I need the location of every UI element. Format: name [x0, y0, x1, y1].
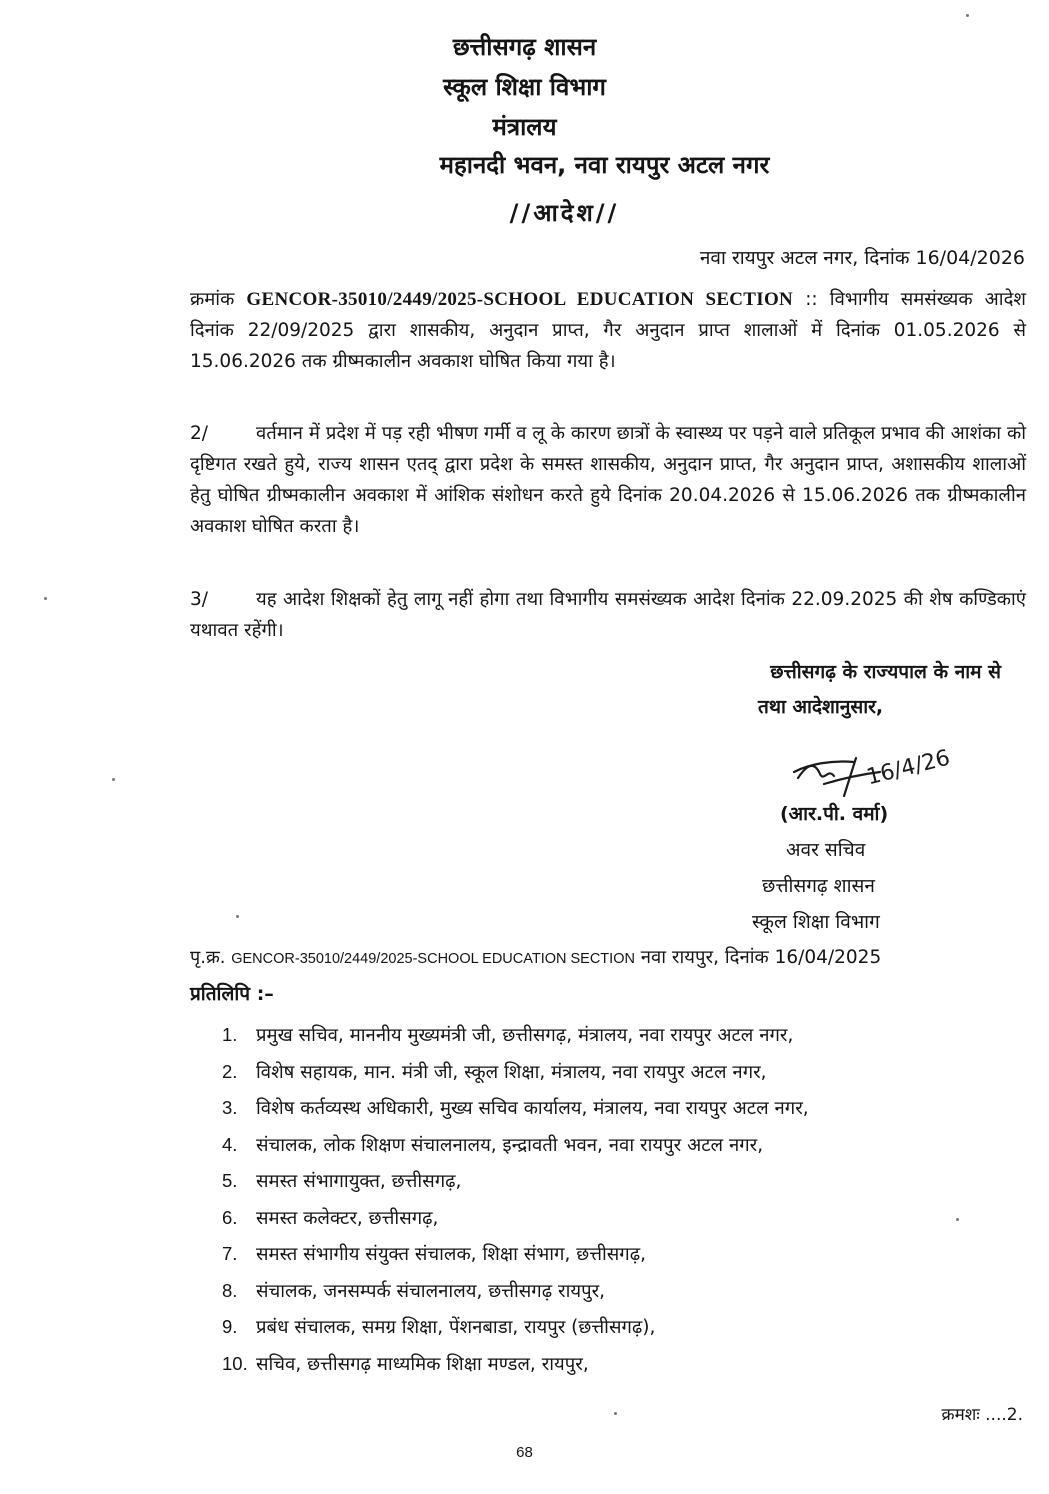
signatory-office-2: स्कूल शिक्षा विभाग — [752, 911, 880, 933]
header-ministry: मंत्रालय — [492, 113, 557, 141]
list-item — [222, 1095, 809, 1120]
list-item-text: संचालक, लोक शिक्षण संचालनालय, इन्द्रावती भवन, नवा रायपुर अटल नगर, — [256, 1134, 764, 1156]
list-item-text: प्रबंध संचालक, समग्र शिक्षा, पेंशनबाडा, रायपुर (छत्तीसगढ़), — [256, 1317, 656, 1338]
list-item-number: 10. — [222, 1352, 248, 1374]
list-item-text: संचालक, जनसम्पर्क संचालनालय, छत्तीसगढ़ रायपुर, — [256, 1280, 606, 1302]
list-item — [222, 1132, 763, 1157]
scan-speck — [112, 778, 115, 781]
list-item — [222, 1059, 767, 1084]
list-item-number: 3. — [222, 1097, 238, 1118]
list-item-text: सचिव, छत्तीसगढ़ माध्यमिक शिक्षा मण्डल, रायपुर, — [256, 1353, 589, 1375]
list-item — [222, 1241, 646, 1266]
continued-note: क्रमशः ....2. — [941, 1405, 1023, 1425]
order-number: GENCOR-35010/2449/2025-SCHOOL EDUCATION SECTION — [246, 289, 794, 310]
paragraph-1 — [190, 284, 1026, 377]
list-item-number: 7. — [222, 1243, 238, 1264]
paragraph-2-text: वर्तमान में प्रदेश में पड़ रही भीषण गर्मी व लू के कारण छात्रों के स्वास्थ्य पर पड़ने वाले प्रतिकूल प्रभाव की आशंका को दृष्टिगत रखते हुये, राज्य शासन एतद् द्वारा प्रदेश के समस्त शासकीय, अनुदान प्राप्त, गैर अनुदान प्राप्त, अशासकीय शालाओं हेतु घोषित ग्रीष्मकालीन अवकाश में आंशिक संशोधन करते हुये दिनांक 20.04.2026 से 15.06.2026 तक ग्रीष्मकालीन अवकाश घोषित करता है। — [190, 423, 1026, 537]
header-department: स्कूल शिक्षा विभाग — [443, 73, 606, 101]
header-address: महानदी भवन, नवा रायपुर अटल नगर — [439, 151, 770, 179]
paragraph-1-text: :: विभागीय समसंख्यक आदेश दिनांक 22/09/2025 द्वारा शासकीय, अनुदान प्राप्त, गैर अनुदान प्राप्त शालाओं में दिनांक 01.05.2026 से 15.06.2026 तक ग्रीष्मकालीन अवकाश घोषित किया गया है। — [190, 289, 1026, 372]
paragraph-3-text: यह आदेश शिक्षकों हेतु लागू नहीं होगा तथा विभागीय समसंख्यक आदेश दिनांक 22.09.2025 की शेष कण्डिकाएं यथावत रहेंगी। — [190, 589, 1026, 641]
page-number: 68 — [516, 1444, 533, 1461]
paragraph-2-number: 2/ — [190, 423, 209, 444]
list-item-text: समस्त संभागीय संयुक्त संचालक, शिक्षा संभाग, छत्तीसगढ़, — [256, 1244, 646, 1265]
scan-speck — [44, 597, 47, 600]
scan-speck — [236, 915, 239, 918]
governor-line-2: तथा आदेशानुसार, — [758, 696, 884, 718]
list-item — [222, 1278, 605, 1303]
list-item-text: प्रमुख सचिव, माननीय मुख्यमंत्री जी, छत्तीसगढ़, मंत्रालय, नवा रायपुर अटल नगर, — [256, 1025, 794, 1046]
scan-speck — [614, 1412, 617, 1415]
endorsement-line — [190, 944, 881, 969]
list-item-text: विशेष सहायक, मान. मंत्री जी, स्कूल शिक्षा, मंत्रालय, नवा रायपुर अटल नगर, — [256, 1061, 767, 1083]
scan-speck — [956, 1218, 959, 1221]
list-item-number: 2. — [222, 1060, 238, 1082]
paragraph-3 — [190, 584, 1026, 646]
list-item — [222, 1168, 461, 1193]
list-item-text: समस्त कलेक्टर, छत्तीसगढ़, — [256, 1207, 439, 1229]
signature — [784, 738, 954, 802]
paragraph-3-number: 3/ — [190, 589, 209, 610]
list-item — [222, 1205, 438, 1230]
endorsement-prefix: पृ.क्र. — [190, 947, 226, 968]
list-item-text: विशेष कर्तव्यस्थ अधिकारी, मुख्य सचिव कार्यालय, मंत्रालय, नवा रायपुर अटल नगर, — [256, 1098, 809, 1119]
list-item — [222, 1314, 655, 1339]
list-item — [222, 1022, 793, 1047]
scan-speck — [966, 14, 969, 17]
governor-line-1: छत्तीसगढ़ के राज्यपाल के नाम से — [770, 661, 1001, 683]
list-item-number: 8. — [222, 1279, 238, 1301]
signatory-office-1: छत्तीसगढ़ शासन — [762, 875, 875, 897]
signatory-name: (आर.पी. वर्मा) — [780, 803, 889, 825]
order-number-prefix: क्रमांक — [190, 289, 235, 310]
signature-date: 16/4/26 — [864, 745, 953, 791]
endorsement-order-number: GENCOR-35010/2449/2025-SCHOOL EDUCATION SECTION — [231, 951, 635, 967]
list-item-number: 1. — [222, 1024, 238, 1045]
header-government: छत्तीसगढ़ शासन — [452, 33, 597, 61]
list-item-number: 5. — [222, 1170, 238, 1191]
list-item-text: समस्त संभागायुक्त, छत्तीसगढ़, — [256, 1171, 462, 1192]
copy-heading: प्रतिलिपि :– — [190, 983, 274, 1005]
signatory-designation: अवर सचिव — [786, 839, 866, 861]
endorsement-place-date: नवा रायपुर, दिनांक 16/04/2025 — [640, 947, 882, 968]
list-item-number: 6. — [222, 1206, 238, 1228]
list-item-number: 4. — [222, 1133, 238, 1155]
order-title: //आदेश// — [509, 199, 620, 227]
paragraph-2 — [190, 418, 1026, 542]
order-place-date: नवा रायपुर अटल नगर, दिनांक 16/04/2026 — [699, 247, 1025, 269]
list-item-number: 9. — [222, 1316, 238, 1337]
list-item — [222, 1351, 589, 1376]
